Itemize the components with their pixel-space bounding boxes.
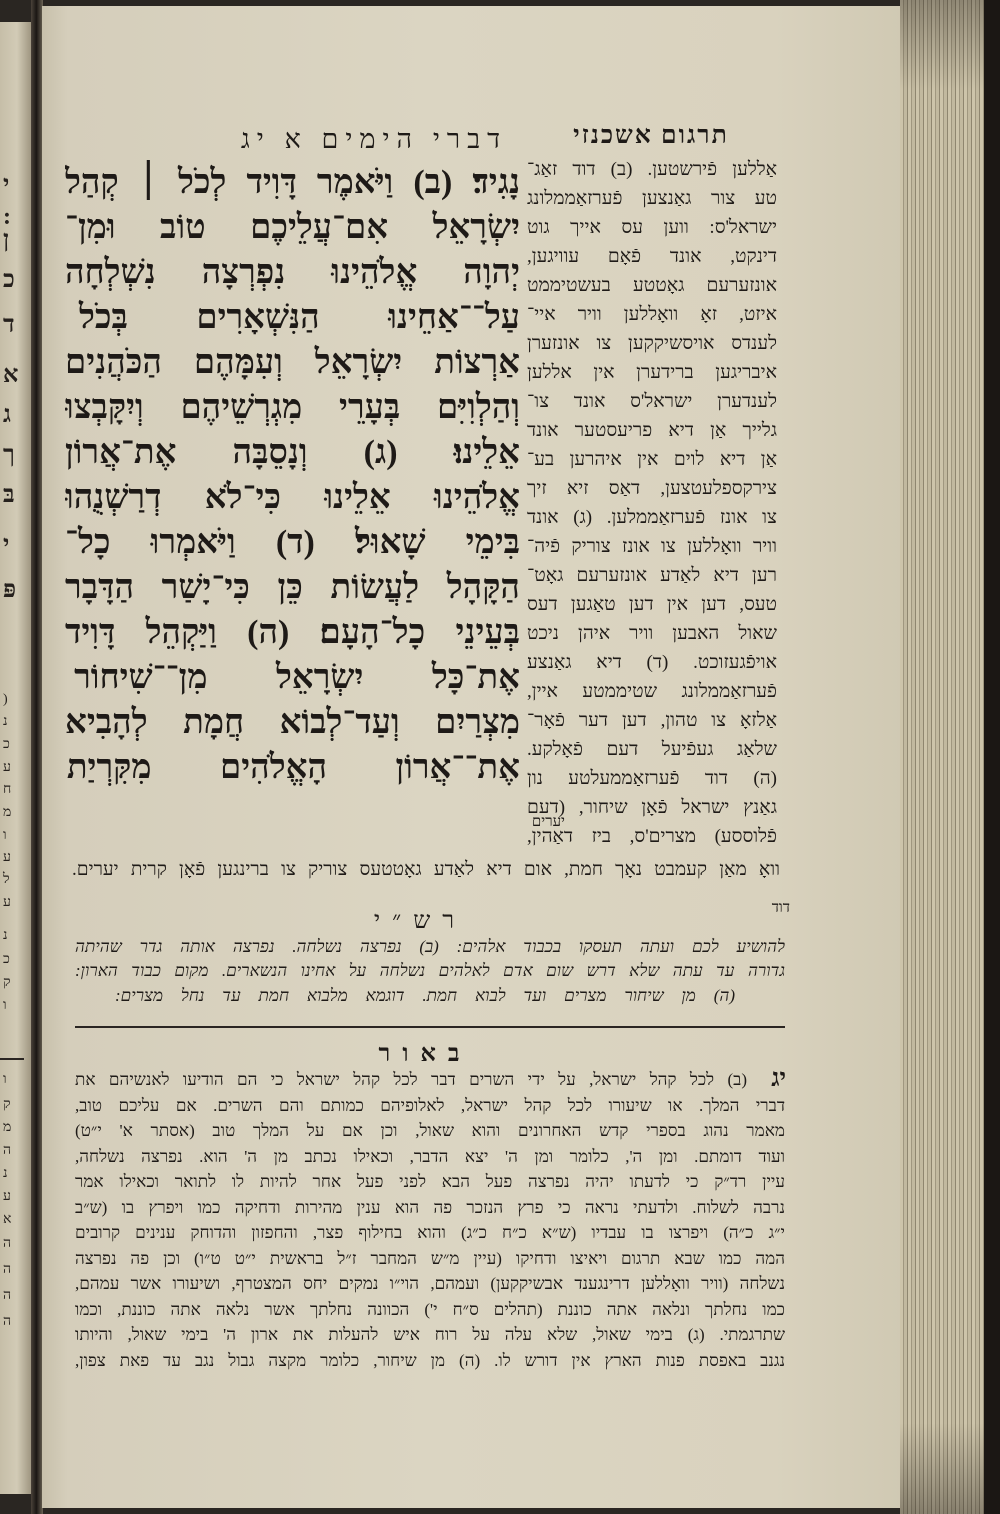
biur-line — [75, 1246, 785, 1272]
previous-page-fragment: ו — [3, 1072, 7, 1087]
rashi-line — [115, 984, 735, 1008]
biur-line-text: דברי המלך. או שיעורו לכל קהל ישראל, לאלופיהם כמותם והם השרים. אם עליכם טוב, — [75, 1095, 785, 1115]
scripture-line — [65, 700, 520, 745]
targum-line — [527, 300, 777, 329]
rashi-line-text: להושיע לכם ועתה תעסקו בכבוד אלהים: (ב) נפרצה נשלחה. נפרצה אותה גדר שהיתה — [75, 937, 785, 956]
biur-line — [75, 1297, 785, 1323]
targum-line-text: אונזערעם גאָטטע בעשטיממט — [527, 275, 777, 296]
targum-line — [527, 474, 777, 503]
previous-page-fragment: כ — [3, 737, 10, 752]
previous-page-fragment: ע — [3, 1189, 11, 1204]
rashi-line — [75, 935, 785, 959]
rashi-heading — [350, 905, 490, 937]
targum-line-text: וויר וואָללען צו אונז צוריק פֿיה־ — [527, 536, 777, 557]
scripture-line-text: בְּעֵינֵי כָל־הָעָם׃ (ה) וַיַּקְהֵל דָּוִיד — [65, 614, 520, 651]
previous-page-fragment: מ — [3, 1120, 12, 1135]
previous-page-fragment: א — [3, 1212, 12, 1227]
scripture-line — [65, 340, 520, 385]
scripture-line — [65, 160, 520, 205]
targum-line-text: שלאַג געפֿיעל דעם פֿאָלקע. — [527, 739, 777, 760]
biur-line-text: עיין רד״ק כי לדעתו יהיה נפרצה פעל הבא לפני פעל אחר להיות לו לתואר וכאילו אמר — [75, 1172, 785, 1191]
previous-page-fragment: ג — [3, 402, 11, 428]
rashi-line-text: גדורה עד עתה שלא דרש שום אדם לאלהים נשלחה על אחינו הנשארים. מקום כבוד הארון: — [75, 961, 785, 980]
previous-page-fragment: י — [3, 532, 10, 558]
running-head-targum-text: תרגום אשכנזי — [573, 122, 729, 149]
targum-line-text: גלייך אַן דיא פריעסטער אונד — [527, 420, 777, 441]
targum-continuation-text: וואָ מאַן קעמבט נאָך חמת, אום דיא לאַדע גאָטטעס צוריק צו ברינגען פֿאָן קרית יערים. — [72, 859, 780, 880]
targum-line — [527, 387, 777, 416]
previous-page-fragment: ק — [3, 1097, 11, 1112]
running-head-targum — [545, 118, 757, 154]
targum-line-text: טעס, דען אין דען טאַגען דעס — [527, 594, 777, 615]
biur-line — [75, 1067, 747, 1093]
targum-line-text: אַלזאָ צו טהון, דען דער פֿאָר־ — [527, 710, 777, 731]
targum-line-text: טע צור גאַנצען פֿערזאַממלונג — [527, 188, 777, 209]
previous-page-fragment: א — [3, 362, 19, 388]
previous-page-edge — [0, 22, 31, 1494]
targum-line-text: איזט, זאָ וואָללען וויר איי־ — [527, 304, 777, 325]
targum-line-text: איבריגען ברידערן אין אללען — [527, 362, 777, 383]
previous-page-fragment: נ — [3, 714, 8, 729]
page-edges-shade — [900, 0, 984, 1514]
targum-line — [527, 416, 777, 445]
scripture-line — [65, 655, 520, 700]
scripture-catchword-text: יערים — [531, 814, 565, 830]
scripture-line-text: אֶת־־אֲרוֹן הָאֱלֹהִים מִקִּרְיַת — [66, 749, 520, 786]
targum-line-text: אויפֿגעזוכט. (ד) דיא גאַנצע — [527, 652, 777, 673]
previous-page-fragment: ד — [3, 312, 15, 338]
biur-line — [75, 1220, 785, 1246]
targum-line — [527, 706, 777, 735]
scripture-line — [65, 475, 520, 520]
biur-chapter-mark-text: יג — [771, 1065, 786, 1092]
previous-page-fragment: ע — [3, 895, 11, 910]
targum-line — [527, 793, 777, 822]
previous-page-fragment: כ — [3, 952, 10, 967]
previous-page-fragment: ע — [3, 850, 11, 865]
scripture-line-text: יְהוָה אֱלֹהֵינוּ נִפְרְצָה נִשְׁלְחָה — [65, 254, 520, 291]
biur-line — [75, 1195, 785, 1221]
targum-line-text: דינקט, אונד פֿאָם עוויגען, — [527, 246, 777, 267]
scripture-line — [65, 520, 520, 565]
previous-page-fragment: ח — [3, 782, 12, 797]
previous-page-fragment: ע — [3, 760, 11, 775]
scripture-line-text: אֶת־כָּל יִשְׂרָאֵל מִן־־שִׁיחוֹר — [74, 659, 520, 696]
targum-line-text: אַללען פֿירשטען. (ב) דוד זאַג־ — [527, 159, 777, 180]
rashi-line-text: (ה) מן שיחור מצרים ועד לבוא חמת. דוגמא מלבוא חמת עד נחל מצרים: — [115, 986, 735, 1005]
scripture-line — [65, 565, 520, 610]
targum-catchword — [745, 898, 790, 918]
scripture-line — [65, 295, 520, 340]
targum-line — [527, 764, 777, 793]
targum-line-text: פֿלוססע) מצרים'ס, ביז דאַהין, — [527, 826, 777, 847]
targum-line — [527, 445, 777, 474]
biur-line — [75, 1169, 785, 1195]
previous-page-fragment: : — [3, 204, 11, 230]
running-head-book-text: דברי הימים א יג — [240, 124, 508, 154]
biur-chapter-mark — [752, 1064, 786, 1094]
scripture-line-text: אֱלֹהֵינוּ אֵלֵינוּ כִּי־לֹא דְרַשְׁנֻהוּ — [65, 479, 520, 516]
previous-page-fragment: ה — [3, 1143, 12, 1158]
targum-line — [527, 242, 777, 271]
previous-page-fragment: ה — [3, 1262, 12, 1277]
targum-line — [527, 155, 777, 184]
scripture-line — [65, 610, 520, 655]
previous-page-fragment: ה — [3, 1288, 12, 1303]
biur-line-text: י״ג כ״ה) ויפרצו בו עבדיו (ש״א כ״ח כ״ג) והוא בחילוף פצר, והחפזון והדוחק ענינים קרובים — [75, 1223, 785, 1242]
targum-line-text: שאול האבען וויר איהן ניכט — [527, 623, 777, 644]
previous-page-fragment: מ — [3, 805, 12, 820]
targum-line — [527, 503, 777, 532]
targum-line-text: (ה) דוד פֿערזאַממעלטע נון — [527, 768, 777, 789]
scripture-line-text: אֵלֵינוּ׃ (ג) וְנָסֵבָּה אֶת־אֲרוֹן — [65, 434, 520, 471]
scripture-line-text: הַקָּהָל לַעֲשׂוֹת כֵּן כִּי־יָשַׁר הַדָּבָר — [65, 569, 520, 606]
targum-line-text: צירקספלעטצען, דאַס זיא זיך — [527, 478, 777, 499]
previous-page-fragment: ה — [3, 1236, 12, 1251]
biur-line-text: המה כמו שבא תרגום ויאיצו ודחיקו (עיין מ״ש המחבר ז״ל בראשית י״ט ט״ו) וכן פה נפרצה — [75, 1248, 785, 1268]
biur-line-text: מאמר נהוג בספרי קדש האחרונים והוא שאול, וכן אם על המלך טוב (אסתר א' י״ט) — [75, 1121, 785, 1140]
scripture-line — [65, 745, 520, 790]
targum-line — [527, 735, 777, 764]
biur-heading-text: באור — [378, 1041, 472, 1067]
targum-catchword-text: דוד — [771, 900, 790, 916]
targum-line — [527, 648, 777, 677]
targum-line-text: ישראל'ס: ווען עס אייך גוט — [527, 217, 777, 238]
scripture-line-text: יִשְׂרָאֵל אִם־עֲלֵיכֶם טוֹב וּמִן־ — [65, 209, 520, 246]
targum-line — [527, 329, 777, 358]
targum-line-text: אַן דיא לוים אין איהרען בע־ — [527, 449, 777, 470]
scripture-line — [65, 205, 520, 250]
targum-line — [527, 213, 777, 242]
scripture-line — [65, 430, 520, 475]
biur-line-text: נרבה לשלוח. ולדעתי נראה כי פרץ הנזכר פה הוא ענין מהירות ודחיקה כמו ויפרץ בו (ש״ב — [75, 1197, 785, 1217]
biur-line — [75, 1322, 785, 1348]
targum-line — [527, 358, 777, 387]
scripture-line-text: מִצְרַיִם וְעַד־לְבוֹא חֲמָת לְהָבִיא — [65, 704, 520, 741]
targum-line — [527, 184, 777, 213]
previous-page-fragment: ( — [3, 692, 8, 707]
targum-line-text: לענדס אויסשיקקען צו אונזערן — [527, 333, 777, 354]
scripture-line-text: וְהַלְוִיִּם בְּעָרֵי מִגְרְשֵׁיהֶם וְיִקָּבְצוּ — [65, 389, 520, 426]
previous-page-fragment: ה — [3, 1314, 12, 1329]
previous-page-fragment: נ — [3, 928, 8, 943]
targum-line-text: צו אונז פֿערזאַממלען. (ג) אונד — [527, 507, 777, 528]
biur-line-text: נשלחה (וויר וואָללען דרינגענד אבשיקקען) ועמהם, הוי״ו נמקים יחס המצטרף, ושיעורו אשר עמהם, — [75, 1274, 785, 1293]
previous-page-fragment: נ — [3, 1166, 8, 1181]
previous-page-fragment: ל — [3, 872, 10, 887]
scripture-line-text: בִּימֵי שָׁאוּל׃ (ד) וַיֹּאמְרוּ כָל־ — [65, 524, 520, 561]
previous-page-fragment: ו — [3, 998, 7, 1013]
targum-line — [527, 271, 777, 300]
targum-line — [527, 619, 777, 648]
biur-line — [75, 1093, 785, 1119]
previous-page-fragment: ך — [3, 442, 15, 468]
rashi-line — [75, 959, 785, 983]
biur-line-text: כמו נחלתך ונלאה אתה כוננת (תהלים ס״ח י') הכוונה נחלתך אשר נלאה אתה כוננת, וכמו — [75, 1299, 785, 1319]
targum-line — [527, 561, 777, 590]
scripture-line — [65, 385, 520, 430]
section-divider — [75, 1026, 785, 1028]
targum-line-text: גאַנץ ישראל פֿאָן שיחור, (דעם — [527, 797, 777, 818]
biur-line-text: נגנב באפסת פנות הארץ אין דורש לו. (ה) מן שיחור, כלומר מקצה גבול נגב עד פאת צפון, — [75, 1350, 785, 1370]
scripture-line-text: אַרְצוֹת יִשְׂרָאֵל וְעִמָּהֶם הַכֹּהֲנִים — [65, 344, 520, 381]
scripture-line — [65, 250, 520, 295]
biur-line-text: ועוד דומתם. ומן ה', כלומר ומן ה' יצא הדבר, וכאילו נכתב מן ה' הוא. נפרצה נשלחה, — [75, 1146, 785, 1166]
biur-line-text: (ב) לכל קהל ישראל, על ידי השרים דבר לכל קהל ישראל כי הם הודיעו לאנשיהם את — [75, 1070, 747, 1089]
biur-line — [75, 1348, 785, 1374]
targum-line-text: פֿערזאַממלונג שטיממטע איין, — [527, 681, 777, 702]
biur-line — [75, 1144, 785, 1170]
biur-line — [75, 1118, 785, 1144]
previous-page-fragment: פּ — [3, 577, 17, 603]
running-head-book — [226, 120, 522, 158]
previous-page-fragment: בּ — [3, 482, 15, 508]
targum-continuation-line — [72, 856, 780, 884]
previous-page-rule — [0, 1058, 24, 1060]
biur-line-text: שתרגמתי. (ג) בימי שאול, שלא עלה על רוח איש להעלות את ארון ה' בימי שאול, והיותו — [75, 1325, 785, 1344]
book-cover-edge — [984, 0, 1000, 1514]
previous-page-fragment: ו — [3, 828, 7, 843]
scripture-line-text: נָגִיד׃ (ב) וַיֹּאמֶר דָּוִיד לְכֹל ׀ קְהַל — [65, 164, 520, 201]
targum-line-text: רען דיא לאַדע אונזערעם גאָט־ — [527, 565, 777, 586]
previous-page-fragment: י — [3, 172, 10, 198]
targum-line-text: לענדערן ישראל'ס אונד צו־ — [527, 391, 777, 412]
targum-line — [527, 677, 777, 706]
previous-page-fragment: כ — [3, 267, 15, 293]
targum-line — [527, 590, 777, 619]
previous-page-fragment: ן — [3, 227, 10, 253]
previous-page-fragment: ק — [3, 975, 11, 990]
rashi-heading-text: רש״י — [373, 908, 467, 934]
biur-heading — [355, 1038, 495, 1070]
targum-line — [527, 532, 777, 561]
scripture-line-text: עַל־־אַחֵינוּ הַנִּשְׁאָרִים בְּכֹל — [78, 299, 520, 336]
biur-line — [75, 1271, 785, 1297]
targum-line — [527, 822, 777, 851]
